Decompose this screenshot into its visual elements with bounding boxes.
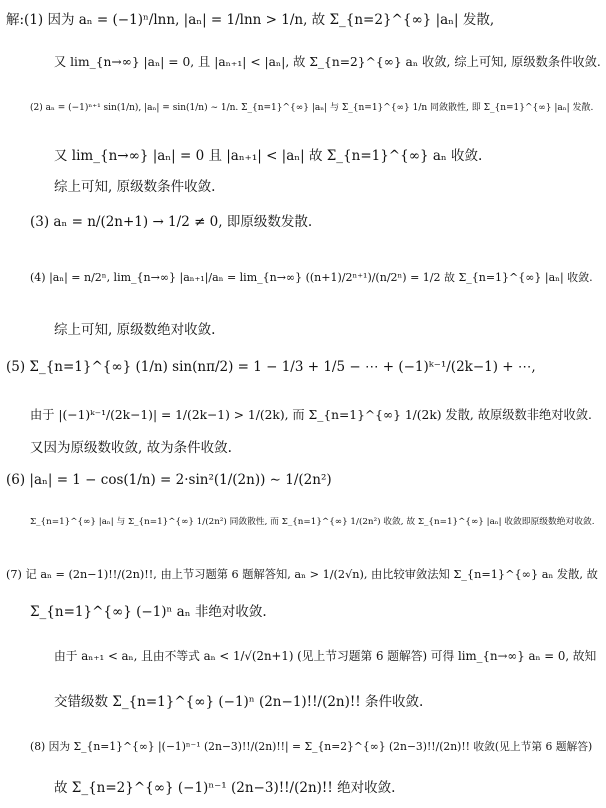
line-8-conclusion: 故 Σ_{n=2}^{∞} (−1)ⁿ⁻¹ (2n−3)!!/(2n)!! 绝对收敛.	[54, 780, 396, 796]
line-4-conclusion: 综上可知, 原级数绝对收敛.	[54, 322, 216, 338]
line-1-part1-continued: 又 lim_{n→∞} |aₙ| = 0, 且 |aₙ₊₁| < |aₙ|, 故 Σ_{n=2}^{∞} aₙ 收敛, 综上可知, 原级数条件收敛.	[54, 55, 601, 69]
line-5-part5-continued: 由于 |(−1)ᵏ⁻¹/(2k−1)| = 1/(2k−1) > 1/(2k), 而 Σ_{n=1}^{∞} 1/(2k) 发散, 故原级数非绝对收敛.	[30, 408, 592, 422]
line-7-part7: (7) 记 aₙ = (2n−1)!!/(2n)!!, 由上节习题第 6 题解答知, aₙ > 1/(2√n), 由比较审敛法知 Σ_{n=1}^{∞} aₙ 发散, 故	[6, 568, 598, 581]
line-2-part2-continued: 又 lim_{n→∞} |aₙ| = 0 且 |aₙ₊₁| < |aₙ| 故 Σ_{n=1}^{∞} aₙ 收敛.	[54, 148, 483, 164]
line-2-part2: (2) aₙ = (−1)ⁿ⁺¹ sin(1/n), |aₙ| = sin(1/n) ∼ 1/n. Σ_{n=1}^{∞} |aₙ| 与 Σ_{n=1}^{∞} 1/n 同敛散性, 即 Σ_{n=1}^{∞} |aₙ| 发散.	[30, 103, 594, 113]
line-3-part3: (3) aₙ = n/(2n+1) → 1/2 ≠ 0, 即原级数发散.	[30, 214, 313, 230]
line-4-part4: (4) |aₙ| = n/2ⁿ, lim_{n→∞} |aₙ₊₁|/aₙ = lim_{n→∞} ((n+1)/2ⁿ⁺¹)/(n/2ⁿ) = 1/2 故 Σ_{n=1}^{∞} |aₙ| 收敛.	[30, 271, 593, 284]
line-6-part6: (6) |aₙ| = 1 − cos(1/n) = 2·sin²(1/(2n)) ∼ 1/(2n²)	[6, 472, 332, 488]
line-5-part5: (5) Σ_{n=1}^{∞} (1/n) sin(nπ/2) = 1 − 1/3 + 1/5 − ⋯ + (−1)ᵏ⁻¹/(2k−1) + ⋯,	[6, 359, 536, 375]
line-8-part8: (8) 因为 Σ_{n=1}^{∞} |(−1)ⁿ⁻¹ (2n−3)!!/(2n)!!| = Σ_{n=2}^{∞} (2n−3)!!/(2n)!! 收敛(见上节第 6 题解答)	[30, 740, 593, 753]
line-6-part6-continued: Σ_{n=1}^{∞} |aₙ| 与 Σ_{n=1}^{∞} 1/(2n²) 同敛散性, 而 Σ_{n=1}^{∞} 1/(2n²) 收敛, 故 Σ_{n=1}^{∞} |aₙ| 收敛即原级数绝对收敛.	[30, 517, 595, 527]
line-7-part7-continued: Σ_{n=1}^{∞} (−1)ⁿ aₙ 非绝对收敛.	[30, 604, 267, 620]
line-1-part1: 解:(1) 因为 aₙ = (−1)ⁿ/lnn, |aₙ| = 1/lnn > 1/n, 故 Σ_{n=2}^{∞} |aₙ| 发散,	[6, 12, 495, 28]
line-7-inequality: 由于 aₙ₊₁ < aₙ, 且由不等式 aₙ < 1/√(2n+1) (见上节习题第 6 题解答) 可得 lim_{n→∞} aₙ = 0, 故知	[54, 649, 597, 663]
line-2-conclusion: 综上可知, 原级数条件收敛.	[54, 179, 216, 195]
line-7-conclusion: 交错级数 Σ_{n=1}^{∞} (−1)ⁿ (2n−1)!!/(2n)!! 条件收敛.	[54, 694, 424, 710]
line-5-conclusion: 又因为原级数收敛, 故为条件收敛.	[30, 440, 232, 456]
